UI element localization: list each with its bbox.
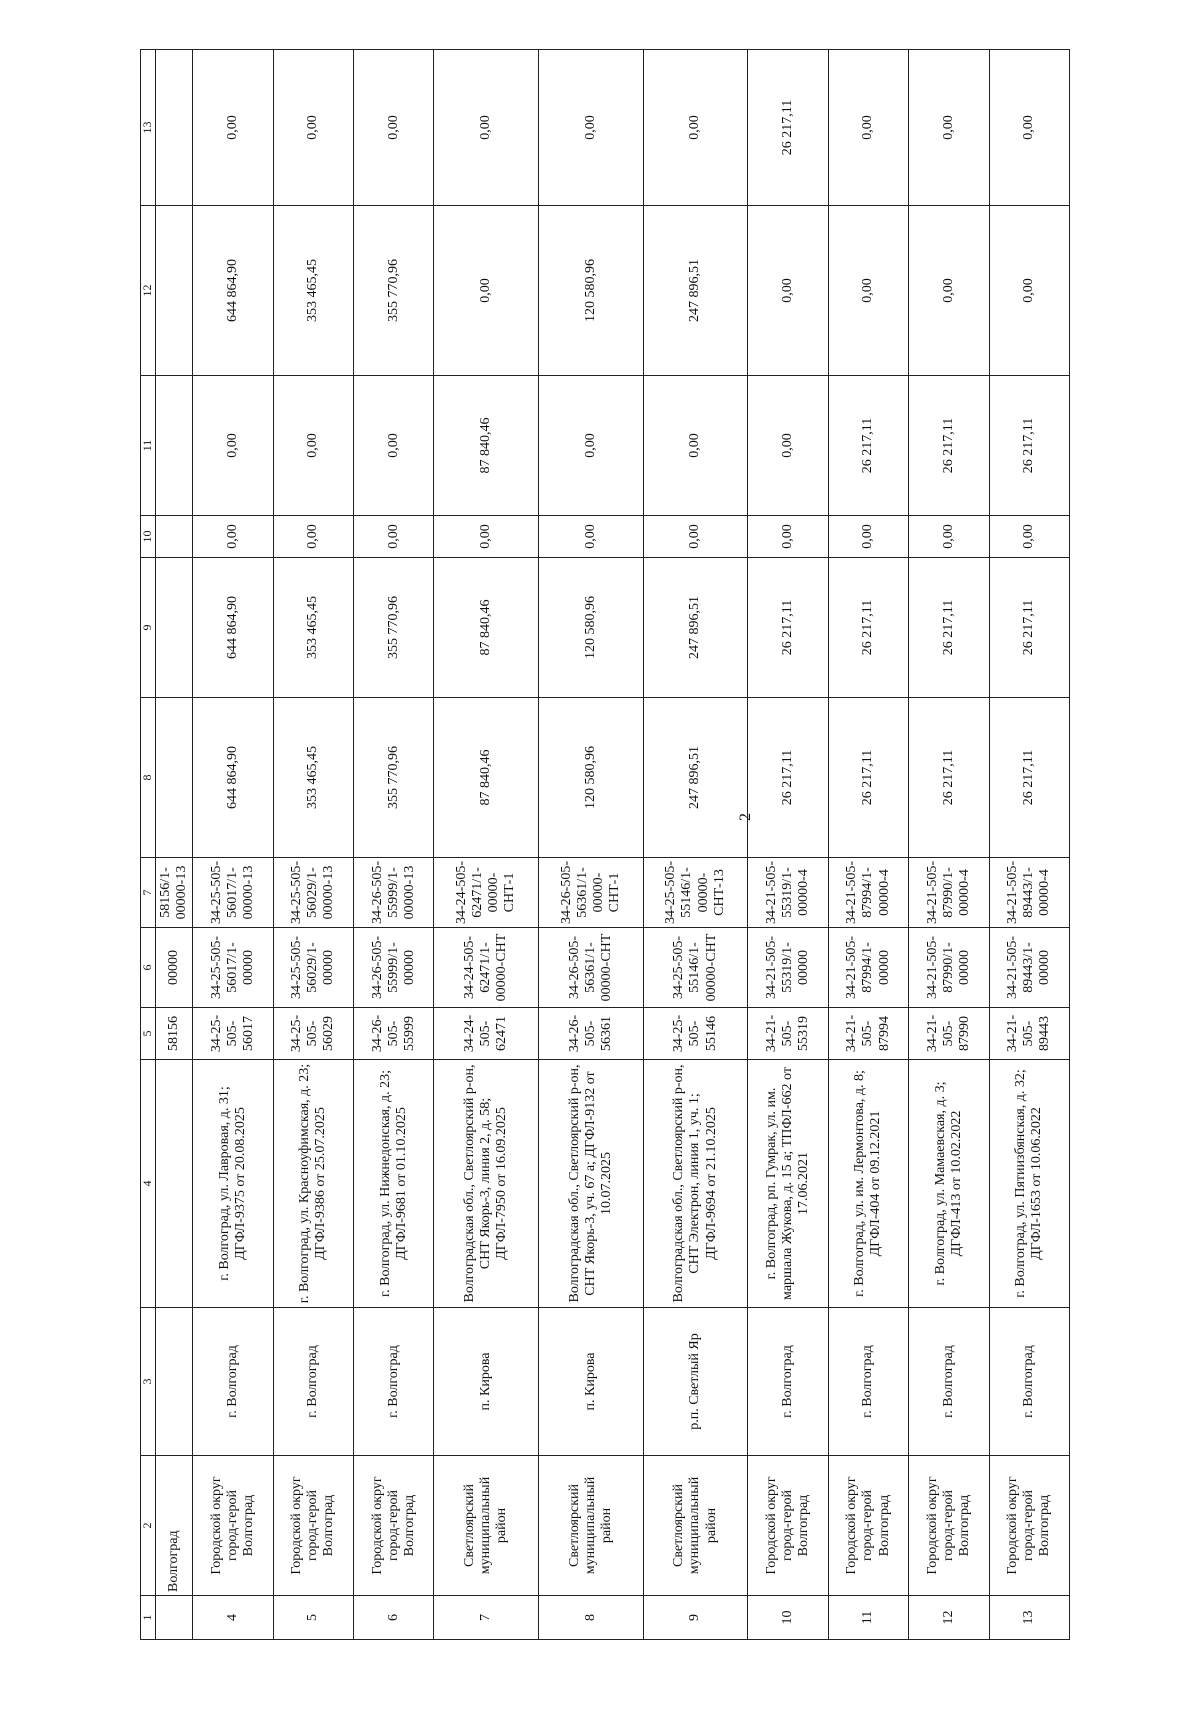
data-table bbox=[140, 49, 1070, 1640]
cell-c5: 34-21-505-55319 bbox=[748, 1008, 828, 1060]
cell bbox=[156, 1596, 193, 1640]
cell-c1: 4 bbox=[193, 1596, 273, 1640]
carry-over-row bbox=[156, 50, 193, 1640]
cell-c10: 0,00 bbox=[539, 516, 644, 558]
cell-c12: 247 896,51 bbox=[643, 206, 748, 376]
cell-c5: 34-26-505-56361 bbox=[539, 1008, 644, 1060]
cell-c5: 34-25-505-56029 bbox=[273, 1008, 353, 1060]
column-number-header: 4 bbox=[141, 1060, 156, 1308]
cell-c10: 0,00 bbox=[273, 516, 353, 558]
cell-c8: 247 896,51 bbox=[643, 698, 748, 858]
cell-c8: 26 217,11 bbox=[909, 698, 989, 858]
cell-c3: г. Волгоград bbox=[353, 1308, 433, 1456]
cell-c6: 34-25-505-56017/1-00000 bbox=[193, 928, 273, 1008]
cell-c4: г. Волгоград, рп. Гумрак, ул. им. маршала Жукова, д. 15 а; ТПФЛ-662 от 17.06.2021 bbox=[748, 1060, 828, 1308]
cell-c11: 0,00 bbox=[193, 376, 273, 516]
cell bbox=[156, 50, 193, 206]
cell-c4: г. Волгоград, ул. Нижнедонская, д. 23; ДГФЛ-9681 от 01.10.2025 bbox=[353, 1060, 433, 1308]
cell-c8: 26 217,11 bbox=[828, 698, 908, 858]
column-number-header: 10 bbox=[141, 516, 156, 558]
cell bbox=[156, 206, 193, 376]
cell-c12: 355 770,96 bbox=[353, 206, 433, 376]
cell-c3: г. Волгоград bbox=[989, 1308, 1069, 1456]
cell-c6: 34-25-505-56029/1-00000 bbox=[273, 928, 353, 1008]
cell-c12: 0,00 bbox=[748, 206, 828, 376]
cell-c5: 34-26-505-55999 bbox=[353, 1008, 433, 1060]
cell-c2: Городской округ город-герой Волгоград bbox=[909, 1456, 989, 1596]
cell-c10: 0,00 bbox=[989, 516, 1069, 558]
cell-c6: 34-21-505-87990/1-00000 bbox=[909, 928, 989, 1008]
cell-c13: 0,00 bbox=[273, 50, 353, 206]
cell-c12: 0,00 bbox=[828, 206, 908, 376]
table-container bbox=[140, 50, 1070, 1640]
cell-c5: 34-24-505-62471 bbox=[434, 1008, 539, 1060]
cell-c12: 120 580,96 bbox=[539, 206, 644, 376]
cell-c13: 0,00 bbox=[989, 50, 1069, 206]
cell-c3: г. Волгоград bbox=[273, 1308, 353, 1456]
cell-c2: Городской округ город-герой Волгоград bbox=[748, 1456, 828, 1596]
cell-c6: 34-25-505-55146/1-00000-СНТ bbox=[643, 928, 748, 1008]
table-row bbox=[909, 50, 989, 1640]
cell-c8: 644 864,90 bbox=[193, 698, 273, 858]
cell-c12: 0,00 bbox=[434, 206, 539, 376]
cell-c3: г. Волгоград bbox=[193, 1308, 273, 1456]
cell-c5: 34-21-505-89443 bbox=[989, 1008, 1069, 1060]
cell-c10: 0,00 bbox=[434, 516, 539, 558]
column-number-header: 6 bbox=[141, 928, 156, 1008]
cell-c4: Волгоградская обл., Светлоярский р-он, СНТ Якорь-3, уч. 67 а; ДГФЛ-9132 от 10.07.2025 bbox=[539, 1060, 644, 1308]
column-number-row bbox=[141, 50, 156, 1640]
cell-c4: г. Волгоград, ул. Лавровая, д. 31; ДГФЛ-9375 от 20.08.2025 bbox=[193, 1060, 273, 1308]
cell-c9: 26 217,11 bbox=[748, 558, 828, 698]
cell-c4: Волгоградская обл., Светлоярский р-он, СНТ Электрон, линия 1, уч. 1; ДГФЛ-9694 от 21.10.2025 bbox=[643, 1060, 748, 1308]
cell-c1: 7 bbox=[434, 1596, 539, 1640]
table-row bbox=[828, 50, 908, 1640]
cell bbox=[156, 1308, 193, 1456]
cell-c11: 0,00 bbox=[539, 376, 644, 516]
cell-c13: 0,00 bbox=[828, 50, 908, 206]
cell bbox=[156, 558, 193, 698]
cell-c8: 120 580,96 bbox=[539, 698, 644, 858]
table-row bbox=[989, 50, 1069, 1640]
column-number-header: 11 bbox=[141, 376, 156, 516]
cell-c8: 26 217,11 bbox=[748, 698, 828, 858]
cell-c9: 26 217,11 bbox=[909, 558, 989, 698]
cell-c9: 355 770,96 bbox=[353, 558, 433, 698]
cell-c6: 34-26-505-55999/1-00000 bbox=[353, 928, 433, 1008]
cell-c10: 0,00 bbox=[643, 516, 748, 558]
cell bbox=[156, 1060, 193, 1308]
column-number-header: 7 bbox=[141, 858, 156, 928]
cell-c2: Городской округ город-герой Волгоград bbox=[989, 1456, 1069, 1596]
cell-c6: 34-21-505-89443/1-00000 bbox=[989, 928, 1069, 1008]
cell-c13: 0,00 bbox=[434, 50, 539, 206]
cell-c6: 34-21-505-55319/1-00000 bbox=[748, 928, 828, 1008]
table-row bbox=[193, 50, 273, 1640]
cell-c13: 0,00 bbox=[539, 50, 644, 206]
cell-c1: 12 bbox=[909, 1596, 989, 1640]
column-number-header: 9 bbox=[141, 558, 156, 698]
cell-c9: 247 896,51 bbox=[643, 558, 748, 698]
cell-c3: р.п. Светлый Яр bbox=[643, 1308, 748, 1456]
cell-c5: 34-21-505-87994 bbox=[828, 1008, 908, 1060]
column-number-header: 2 bbox=[141, 1456, 156, 1596]
cell-c11: 0,00 bbox=[273, 376, 353, 516]
table-row bbox=[353, 50, 433, 1640]
cell-c9: 26 217,11 bbox=[828, 558, 908, 698]
cell: 00000 bbox=[156, 928, 193, 1008]
cell-c11: 26 217,11 bbox=[989, 376, 1069, 516]
table-row bbox=[434, 50, 539, 1640]
column-number-header: 3 bbox=[141, 1308, 156, 1456]
cell-c2: Городской округ город-герой Волгоград bbox=[828, 1456, 908, 1596]
cell-c7: 34-21-505-55319/1-00000-4 bbox=[748, 858, 828, 928]
cell-c7: 34-21-505-87990/1-00000-4 bbox=[909, 858, 989, 928]
cell-c11: 87 840,46 bbox=[434, 376, 539, 516]
cell-c3: п. Кирова bbox=[539, 1308, 644, 1456]
cell-c12: 644 864,90 bbox=[193, 206, 273, 376]
column-number-header: 1 bbox=[141, 1596, 156, 1640]
column-number-header: 12 bbox=[141, 206, 156, 376]
cell bbox=[156, 516, 193, 558]
cell: 58156 bbox=[156, 1008, 193, 1060]
cell-c4: г. Волгоград, ул. им. Лермонтова, д. 8; ДГФЛ-404 от 09.12.2021 bbox=[828, 1060, 908, 1308]
table-row bbox=[643, 50, 748, 1640]
cell-c11: 0,00 bbox=[748, 376, 828, 516]
cell-c2: Светлоярский муниципальный район bbox=[643, 1456, 748, 1596]
cell-c1: 9 bbox=[643, 1596, 748, 1640]
cell-c4: г. Волгоград, ул. Красноуфимская, д. 23; ДГФЛ-9386 от 25.07.2025 bbox=[273, 1060, 353, 1308]
cell-c8: 87 840,46 bbox=[434, 698, 539, 858]
cell-c3: г. Волгоград bbox=[748, 1308, 828, 1456]
table-row bbox=[273, 50, 353, 1640]
cell-c4: г. Волгоград, ул. Пятиизбянская, д. 32; ДГФЛ-1653 от 10.06.2022 bbox=[989, 1060, 1069, 1308]
cell bbox=[156, 698, 193, 858]
cell-c12: 0,00 bbox=[909, 206, 989, 376]
cell-c7: 34-21-505-87994/1-00000-4 bbox=[828, 858, 908, 928]
cell-c4: г. Волгоград, ул. Мамаевская, д. 3; ДГФЛ-413 от 10.02.2022 bbox=[909, 1060, 989, 1308]
page-number: 2 bbox=[737, 813, 754, 821]
cell-c2: Городской округ город-герой Волгоград bbox=[193, 1456, 273, 1596]
cell-c13: 26 217,11 bbox=[748, 50, 828, 206]
cell-c12: 0,00 bbox=[989, 206, 1069, 376]
cell-c10: 0,00 bbox=[193, 516, 273, 558]
cell-c10: 0,00 bbox=[748, 516, 828, 558]
cell-c9: 87 840,46 bbox=[434, 558, 539, 698]
cell-c9: 26 217,11 bbox=[989, 558, 1069, 698]
cell-c7: 34-25-505-56029/1-00000-13 bbox=[273, 858, 353, 928]
cell-c1: 8 bbox=[539, 1596, 644, 1640]
cell-c7: 34-25-505-56017/1-00000-13 bbox=[193, 858, 273, 928]
cell-c8: 353 465,45 bbox=[273, 698, 353, 858]
cell-c6: 34-24-505-62471/1-00000-СНТ bbox=[434, 928, 539, 1008]
cell-c8: 355 770,96 bbox=[353, 698, 433, 858]
cell-c1: 5 bbox=[273, 1596, 353, 1640]
cell-c3: г. Волгоград bbox=[828, 1308, 908, 1456]
cell-c11: 26 217,11 bbox=[909, 376, 989, 516]
cell-c2: Городской округ город-герой Волгоград bbox=[273, 1456, 353, 1596]
column-number-header: 13 bbox=[141, 50, 156, 206]
cell-c3: г. Волгоград bbox=[909, 1308, 989, 1456]
column-number-header: 5 bbox=[141, 1008, 156, 1060]
table-row bbox=[748, 50, 828, 1640]
cell-c3: п. Кирова bbox=[434, 1308, 539, 1456]
cell-c11: 0,00 bbox=[353, 376, 433, 516]
cell bbox=[156, 376, 193, 516]
cell-c13: 0,00 bbox=[909, 50, 989, 206]
cell-c1: 11 bbox=[828, 1596, 908, 1640]
cell-c12: 353 465,45 bbox=[273, 206, 353, 376]
cell-c9: 353 465,45 bbox=[273, 558, 353, 698]
cell-c9: 120 580,96 bbox=[539, 558, 644, 698]
cell-c6: 34-21-505-87994/1-00000 bbox=[828, 928, 908, 1008]
cell-c13: 0,00 bbox=[193, 50, 273, 206]
cell-c1: 13 bbox=[989, 1596, 1069, 1640]
cell: 58156/1-00000-13 bbox=[156, 858, 193, 928]
cell-c10: 0,00 bbox=[828, 516, 908, 558]
cell-c10: 0,00 bbox=[909, 516, 989, 558]
cell: Волгоград bbox=[156, 1456, 193, 1596]
table-rotation-frame bbox=[140, 50, 1070, 1640]
cell-c9: 644 864,90 bbox=[193, 558, 273, 698]
cell-c7: 34-25-505-55146/1-00000-СНТ-13 bbox=[643, 858, 748, 928]
cell-c8: 26 217,11 bbox=[989, 698, 1069, 858]
cell-c13: 0,00 bbox=[643, 50, 748, 206]
cell-c7: 34-21-505-89443/1-00000-4 bbox=[989, 858, 1069, 928]
cell-c5: 34-21-505-87990 bbox=[909, 1008, 989, 1060]
column-number-header: 8 bbox=[141, 698, 156, 858]
cell-c11: 0,00 bbox=[643, 376, 748, 516]
cell-c4: Волгоградская обл., Светлоярский р-он, СНТ Якорь-3, линия 2, д. 58; ДГФЛ-7950 от 16.09.2025 bbox=[434, 1060, 539, 1308]
cell-c6: 34-26-505-56361/1-00000-СНТ bbox=[539, 928, 644, 1008]
table-row bbox=[539, 50, 644, 1640]
cell-c2: Светлоярский муниципальный район bbox=[434, 1456, 539, 1596]
cell-c7: 34-26-505-56361/1-00000-СНТ-1 bbox=[539, 858, 644, 928]
cell-c5: 34-25-505-56017 bbox=[193, 1008, 273, 1060]
cell-c10: 0,00 bbox=[353, 516, 433, 558]
cell-c13: 0,00 bbox=[353, 50, 433, 206]
cell-c2: Городской округ город-герой Волгоград bbox=[353, 1456, 433, 1596]
cell-c7: 34-26-505-55999/1-00000-13 bbox=[353, 858, 433, 928]
cell-c5: 34-25-505-55146 bbox=[643, 1008, 748, 1060]
cell-c7: 34-24-505-62471/1-00000-СНТ-1 bbox=[434, 858, 539, 928]
cell-c11: 26 217,11 bbox=[828, 376, 908, 516]
cell-c1: 10 bbox=[748, 1596, 828, 1640]
cell-c1: 6 bbox=[353, 1596, 433, 1640]
cell-c2: Светлоярский муниципальный район bbox=[539, 1456, 644, 1596]
